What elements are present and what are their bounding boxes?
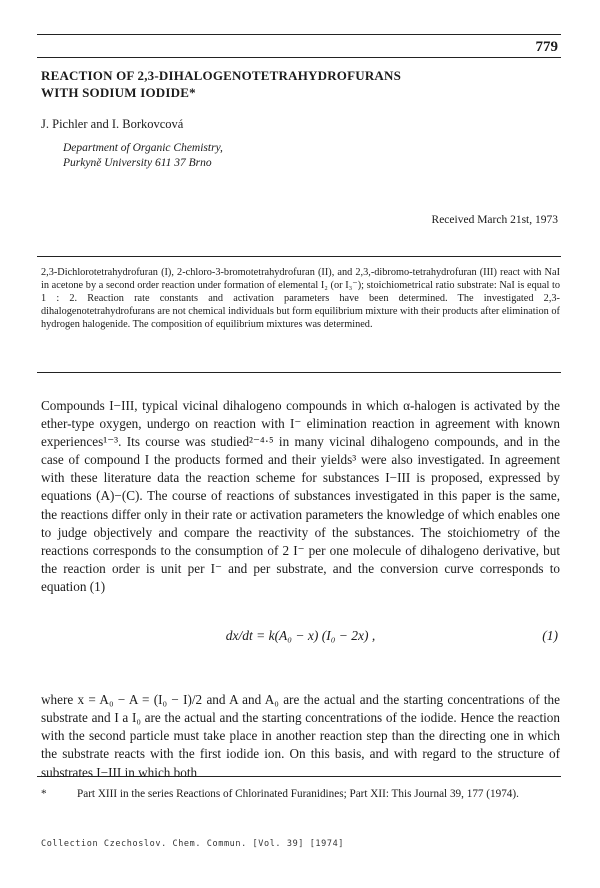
authors: J. Pichler and I. Borkovcová bbox=[41, 117, 184, 131]
title-line-2: WITH SODIUM IODIDE* bbox=[41, 85, 196, 100]
abstract-top-rule bbox=[37, 256, 561, 257]
footnote bbox=[41, 787, 560, 802]
paragraph-text: where x = A₀ − A = (I₀ − I)/2 and A and A₀ are the actual and the starting concentrations of the substrate and I a I₀ are the actual and the starting concentrations of the iodide. Hence the reaction with the second particle must take place in another reaction step than the directing one in which the substrate reacts with the first iodide ion. On this basis, and with regard to the structure of substrates I−III in which both bbox=[41, 692, 560, 780]
received-date: Received March 21st, 1973 bbox=[431, 214, 558, 226]
article-title bbox=[41, 67, 561, 101]
footnote-rule bbox=[37, 776, 561, 777]
body-paragraph-2 bbox=[41, 678, 560, 795]
paragraph-text: Compounds I−III, typical vicinal dihalogeno compounds in which α-halogen is activated by the ether-type oxygen, undergo on reaction with I⁻ elimination reaction in agreement with known experiences¹⁻³. Its course was studied²⁻⁴·⁵ in many vicinal dihalogeno compounds, and in the case of compound I the products formed and their yields³ were also investigated. In agreement with these literature data the reaction scheme for substances I−III is proposed, expressed by equations (A)−(C). The course of reactions of substances investigated in this paper is the same, the reactions differ only in their rate or activation parameters the knowledge of which enables one to judge objectively and compare the reactivity of the substances. The stoichiometry of the reactions corresponds to the consumption of 2 I⁻ per one molecule of dihalogeno derivative, but the reaction order is unit per I⁻ and per substrate, and the conversion curve corresponds to equation (1) bbox=[41, 398, 560, 594]
header-rule bbox=[37, 57, 561, 58]
title-line-1: REACTION OF 2,3-DIHALOGENOTETRAHYDROFURANS bbox=[41, 68, 402, 83]
equation-number: (1) bbox=[542, 628, 558, 643]
abstract-bottom-rule bbox=[37, 372, 561, 373]
journal-footer: Collection Czechoslov. Chem. Commun. [Vol. 39] [1974] bbox=[41, 839, 345, 849]
equation-1 bbox=[41, 628, 560, 648]
footnote-text: Part XIII in the series Reactions of Chlorinated Furanidines; Part XII: This Journal 39, 177 (1974). bbox=[77, 788, 519, 800]
top-rule bbox=[37, 34, 561, 35]
footnote-mark: * bbox=[41, 788, 47, 800]
affiliation bbox=[63, 141, 223, 171]
equation-body: dx/dt = k(A₀ − x) (I₀ − 2x) , bbox=[225, 628, 376, 643]
affiliation-line-2: Purkyně University 611 37 Brno bbox=[63, 157, 212, 169]
abstract: 2,3-Dichlorotetrahydrofuran (I), 2-chloro-3-bromotetrahydrofuran (II), and 2,3,-dibromo-tetrahydrofuran (III) react with NaI in acetone by a second order reaction under formation of elemental I₂ (or I₃⁻); stoichiometrical ratio substrate: NaI is equal to 1 : 2. Reaction rate constants and activation parameters have been determined. The investigated 2,3-dihalogenotetrahydrofurans are not chemical individuals but form equilibrium mixture with their products after elimination of hydrogen halogenide. The composition of equilibrium mixtures was determined. bbox=[41, 267, 560, 330]
affiliation-line-1: Department of Organic Chemistry, bbox=[63, 142, 223, 154]
page-number: 779 bbox=[535, 39, 558, 55]
body-paragraph-1 bbox=[41, 397, 560, 596]
